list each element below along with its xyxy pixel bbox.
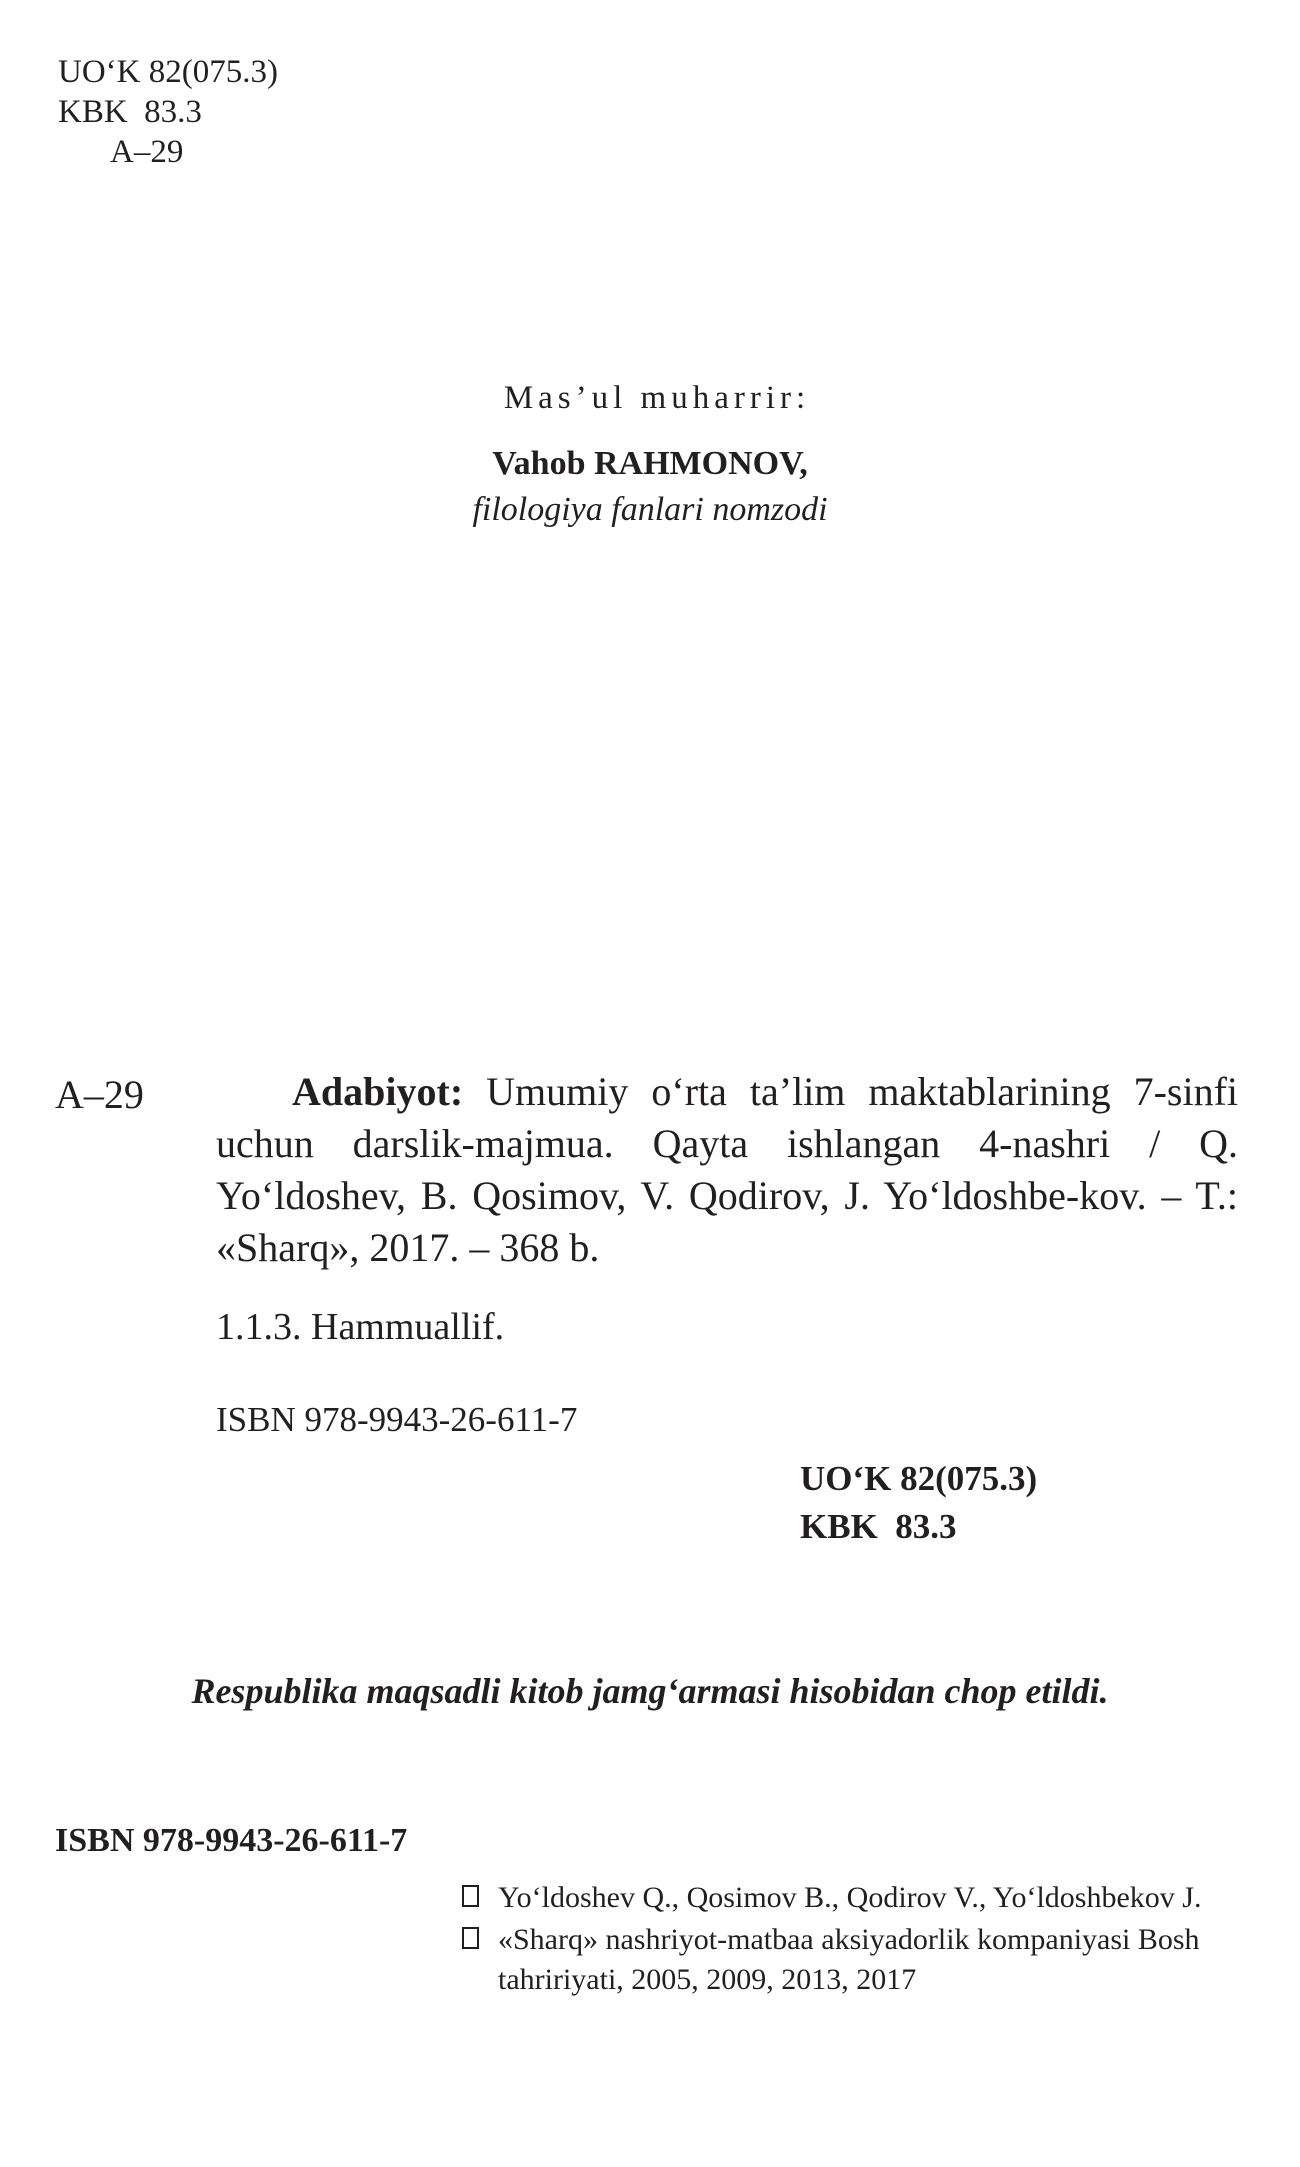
author-mark: A–29 bbox=[110, 134, 184, 170]
catalog-codes bbox=[800, 1455, 1037, 1551]
funding-note: Respublika maqsadli kitob jamg‘armasi hisobidan chop etildi. bbox=[191, 1671, 1109, 1711]
catalog-entry-title: Adabiyot: bbox=[292, 1069, 464, 1114]
editor-title: filologiya fanlari nomzodi bbox=[472, 491, 828, 528]
copyright-authors-text: Yo‘ldoshev Q., Qosimov B., Qodirov V., Yo‘ldoshbekov J. bbox=[498, 1881, 1202, 1914]
copyright-box-icon bbox=[462, 1927, 479, 1949]
classification-line: 1.1.3. Hammuallif. bbox=[216, 1306, 505, 1348]
editor-label: Mas’ul muharrir: bbox=[503, 380, 811, 416]
catalog-lbc: KBK 83.3 bbox=[800, 1507, 957, 1546]
editor-block bbox=[0, 380, 1300, 529]
catalog-author-mark: A–29 bbox=[55, 1072, 144, 1117]
catalog-udc: UO‘K 82(075.3) bbox=[800, 1459, 1038, 1498]
lbc-code: KBK 83.3 bbox=[58, 94, 202, 130]
copyright-block bbox=[462, 1878, 1262, 2000]
catalog-isbn: ISBN 978-9943-26-611-7 bbox=[216, 1400, 578, 1439]
copyright-publisher bbox=[462, 1920, 1262, 2000]
main-isbn: ISBN 978-9943-26-611-7 bbox=[55, 1822, 408, 1859]
catalog-entry bbox=[216, 1066, 1238, 1274]
top-classification-codes bbox=[58, 52, 278, 172]
catalog-entry-text: Umumiy o‘rta ta’lim maktablarining 7-sinfi uchun darslik-majmua. Qayta ishlangan 4-nashri / Q. Yo‘ldoshev, B. Qosimov, V. Qodirov, J. Yo‘ldoshbe-kov. – T.: «Sharq», 2017. – 368 b. bbox=[216, 1069, 1239, 1270]
udc-code: UO‘K 82(075.3) bbox=[58, 54, 278, 90]
copyright-authors bbox=[462, 1878, 1262, 1918]
copyright-box-icon bbox=[462, 1885, 479, 1907]
copyright-publisher-text: «Sharq» nashriyot-matbaa aksiyadorlik kompaniyasi Bosh tahririyati, 2005, 2009, 2013, 2017 bbox=[498, 1923, 1200, 1996]
editor-name: Vahob RAHMONOV, bbox=[492, 445, 808, 482]
